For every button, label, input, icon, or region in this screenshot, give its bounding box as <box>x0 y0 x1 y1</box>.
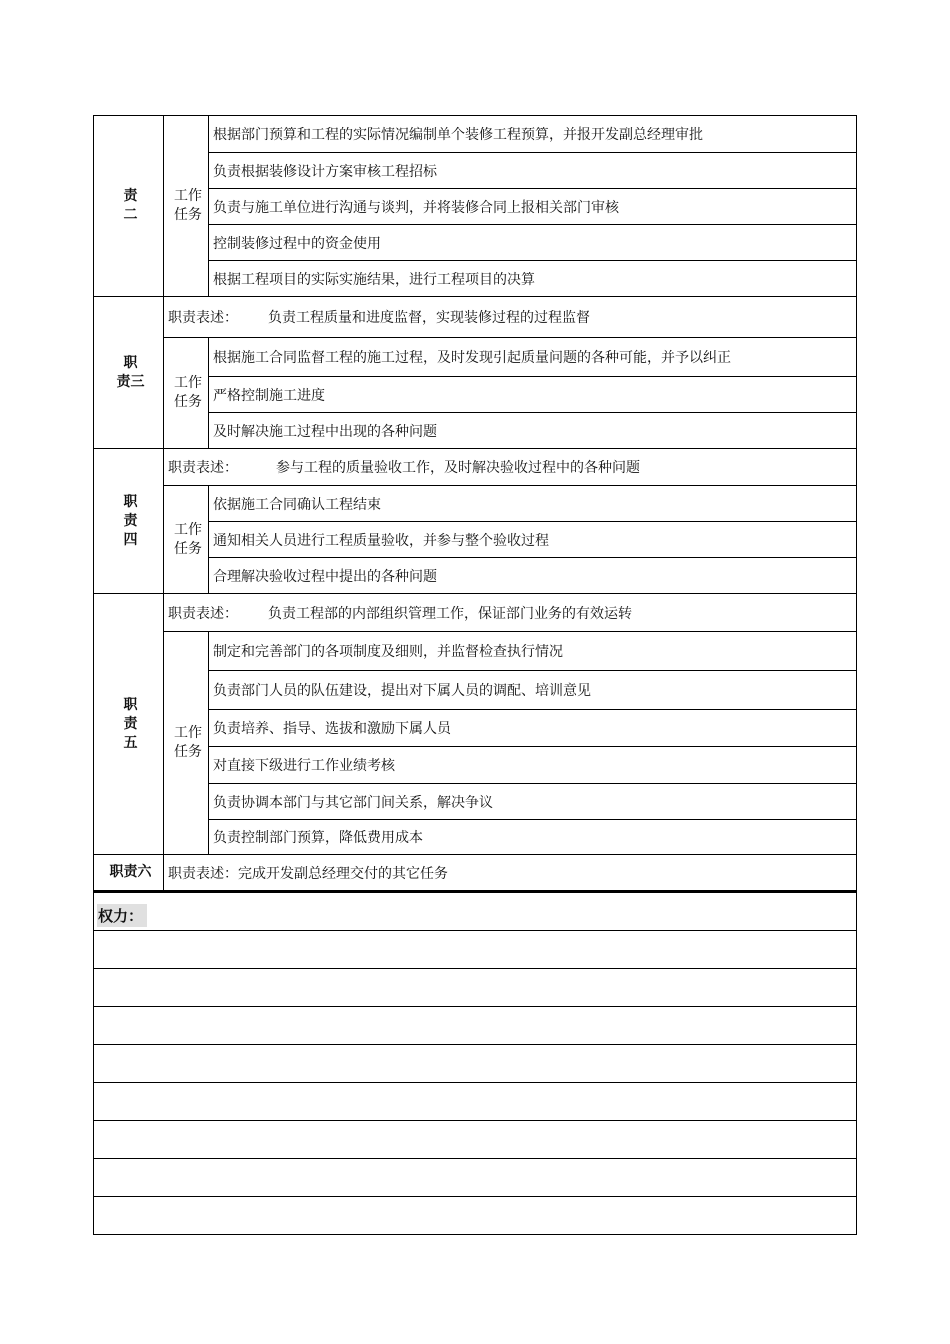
duty-2-task-label: 工作 任务 <box>164 116 209 297</box>
description-text: 负责工程部的内部组织管理工作，保证部门业务的有效运转 <box>268 605 632 622</box>
duty-6-description: 职责表述：完成开发副总经理交付的其它任务 <box>164 855 857 891</box>
duty-4-title: 职 责 四 <box>94 449 164 594</box>
power-label: 权力： <box>97 904 147 927</box>
task-cell: 依据施工合同确认工程结束 <box>209 486 857 522</box>
description-label: 职责表述： <box>168 605 238 622</box>
description-label: 职责表述： <box>168 310 238 326</box>
duty-3-task-label: 工作 任务 <box>164 338 209 449</box>
duty-2-title: 责 二 <box>94 116 164 297</box>
job-description-document <box>93 115 857 1235</box>
duty-5-description <box>164 594 857 632</box>
task-cell: 根据部门预算和工程的实际情况编制单个装修工程预算，并报开发副总经理审批 <box>209 116 857 153</box>
task-cell: 负责与施工单位进行沟通与谈判，并将装修合同上报相关部门审核 <box>209 189 857 225</box>
power-header <box>94 892 857 931</box>
duty-4-task-label: 工作 任务 <box>164 486 209 594</box>
duty-6-title: 职责六 <box>94 855 164 891</box>
duties-table <box>93 115 857 891</box>
task-cell: 负责控制部门预算，降低费用成本 <box>209 820 857 855</box>
power-blank-row <box>94 1159 857 1197</box>
description-text: 参与工程的质量验收工作，及时解决验收过程中的各种问题 <box>276 460 640 476</box>
task-cell: 负责部门人员的队伍建设，提出对下属人员的调配、培训意见 <box>209 671 857 710</box>
power-blank-row <box>94 931 857 969</box>
task-cell: 控制装修过程中的资金使用 <box>209 225 857 261</box>
task-cell: 负责根据装修设计方案审核工程招标 <box>209 153 857 189</box>
duty-3-description <box>164 297 857 338</box>
task-cell: 合理解决验收过程中提出的各种问题 <box>209 558 857 594</box>
task-cell: 通知相关人员进行工程质量验收，并参与整个验收过程 <box>209 522 857 558</box>
task-cell: 根据工程项目的实际实施结果，进行工程项目的决算 <box>209 261 857 297</box>
power-blank-row <box>94 1007 857 1045</box>
power-blank-row <box>94 969 857 1007</box>
description-text: 负责工程质量和进度监督，实现装修过程的过程监督 <box>268 310 590 326</box>
task-cell: 制定和完善部门的各项制度及细则，并监督检查执行情况 <box>209 632 857 671</box>
duty-4-description <box>164 449 857 486</box>
power-blank-row <box>94 1083 857 1121</box>
power-table <box>93 891 857 1235</box>
duty-5-task-label: 工作 任务 <box>164 632 209 855</box>
task-cell: 根据施工合同监督工程的施工过程，及时发现引起质量问题的各种可能，并予以纠正 <box>209 338 857 377</box>
task-cell: 严格控制施工进度 <box>209 377 857 413</box>
power-blank-row <box>94 1045 857 1083</box>
power-blank-row <box>94 1197 857 1235</box>
description-label: 职责表述： <box>168 460 238 476</box>
task-cell: 及时解决施工过程中出现的各种问题 <box>209 413 857 449</box>
duty-2-task-row <box>94 116 857 153</box>
duty-3-title: 职 责三 <box>94 297 164 449</box>
duty-5-title: 职 责 五 <box>94 594 164 855</box>
task-cell: 对直接下级进行工作业绩考核 <box>209 747 857 784</box>
task-cell: 负责培养、指导、选拔和激励下属人员 <box>209 710 857 747</box>
power-blank-row <box>94 1121 857 1159</box>
task-cell: 负责协调本部门与其它部门间关系，解决争议 <box>209 784 857 820</box>
